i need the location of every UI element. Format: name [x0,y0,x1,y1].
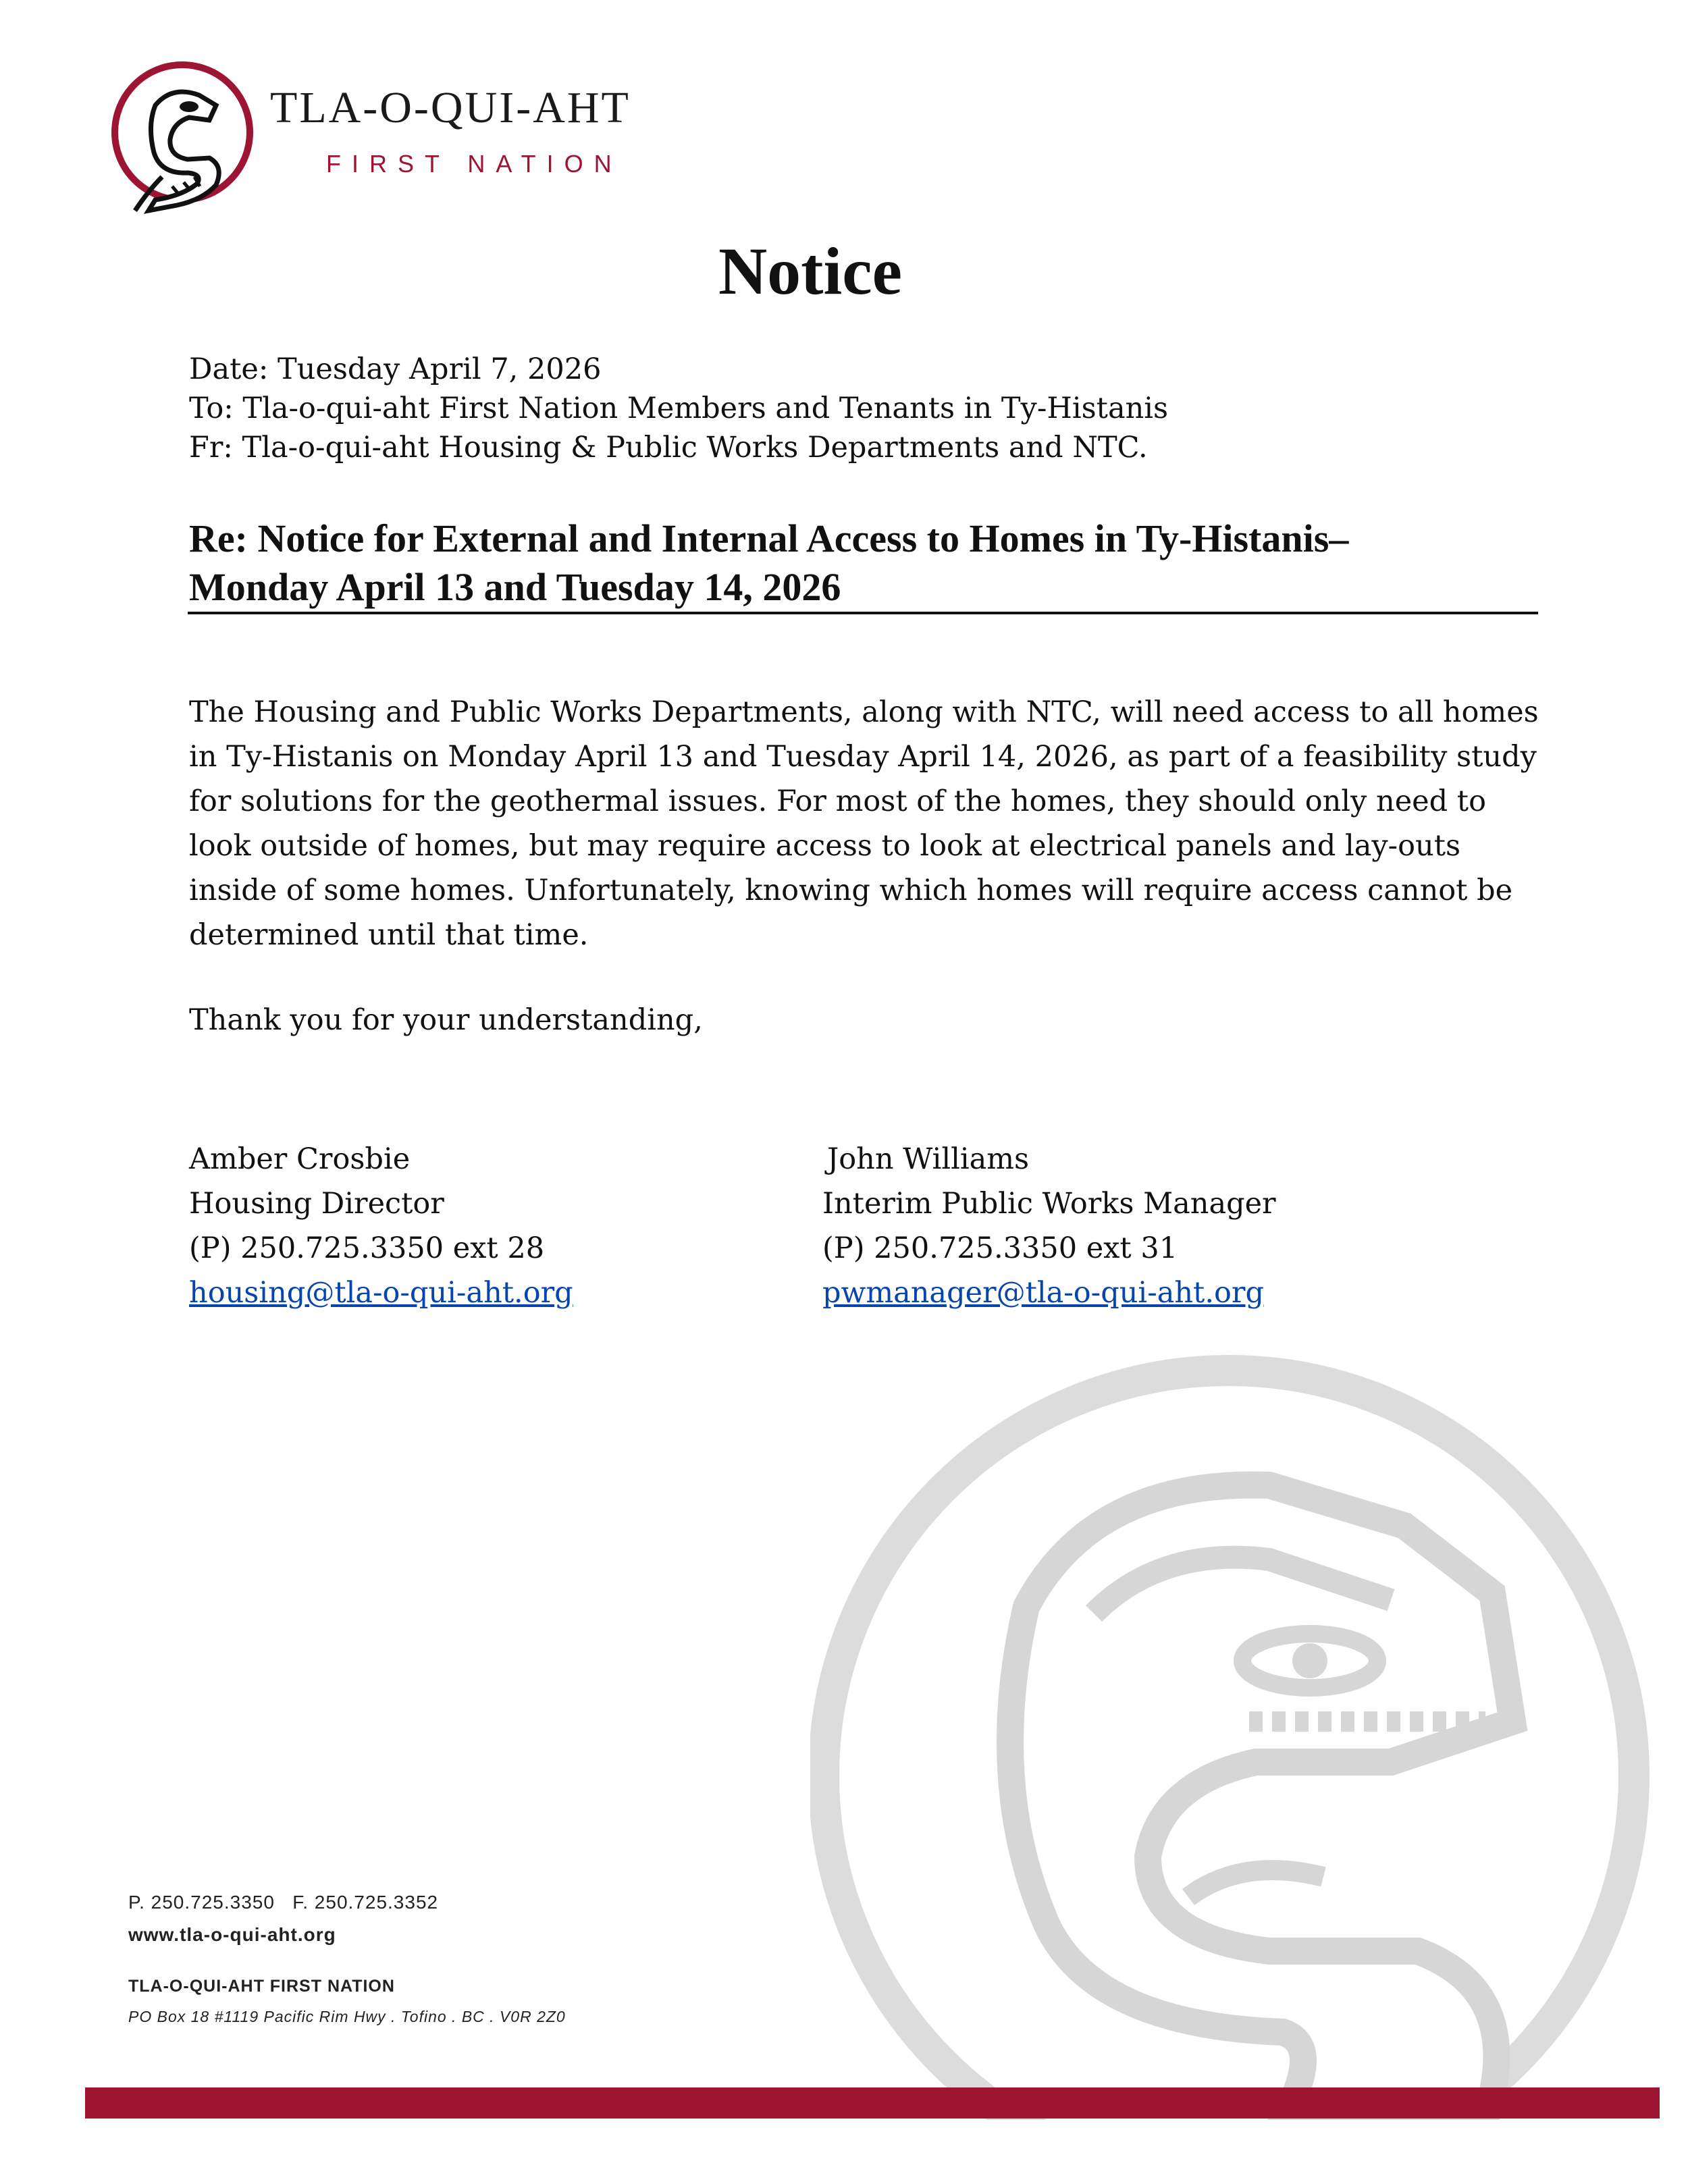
signatory-title: Housing Director [189,1187,444,1221]
to-line: To: Tla-o-qui-aht First Nation Members and Tenants in Ty-Histanis [189,392,1169,425]
signature-block-housing [189,1137,573,1315]
footer-accent-bar [85,2087,1660,2119]
subject-line-2: Monday April 13 and Tuesday 14, 2026 [189,565,841,609]
footer-org-name: TLA-O-QUI-AHT FIRST NATION [128,1977,395,1996]
subject-underline [188,612,1538,614]
body-paragraph: The Housing and Public Works Departments, along with NTC, will need access to all homes in Ty-Histanis on Monday April 13 and Tuesday April 14, 2026, as part of a feasibility study for solutions for the geothermal issues. For most of the homes, they should only need to look outside of homes, but may require access to look at electrical panels and lay-outs inside of some homes. Unfortunately, knowing which homes will require access cannot be determined until that time. [189,695,1539,952]
email-link-public-works[interactable]: pwmanager@tla-o-qui-aht.org [822,1276,1264,1310]
from-line: Fr: Tla-o-qui-aht Housing & Public Works Departments and NTC. [189,431,1148,464]
signatory-title: Interim Public Works Manager [822,1187,1276,1221]
footer-phone-fax: P. 250.725.3350 F. 250.725.3352 [128,1892,439,1913]
subject-line-1: Re: Notice for External and Internal Access to Homes in Ty-Histanis– [189,516,1349,560]
footer-address: PO Box 18 #1119 Pacific Rim Hwy . Tofino . BC . V0R 2Z0 [128,2008,566,2025]
signatory-name: Amber Crosbie [189,1142,411,1176]
signature-block-public-works [822,1137,1276,1315]
signatory-phone: (P) 250.725.3350 ext 31 [822,1231,1178,1265]
footer-website[interactable]: www.tla-o-qui-aht.org [128,1924,336,1945]
page-title: Notice [718,234,903,309]
org-subtitle: FIRST NATION [326,150,623,178]
email-link-housing[interactable]: housing@tla-o-qui-aht.org [189,1276,573,1310]
date-line: Date: Tuesday April 7, 2026 [189,352,602,386]
org-name: TLA-O-QUI-AHT [270,83,631,132]
signatory-phone: (P) 250.725.3350 ext 28 [189,1231,545,1265]
first-nation-logo-icon [108,58,255,215]
watermark-logo-icon [810,1343,1674,2120]
signatory-name: John Williams [827,1142,1030,1176]
closing-line: Thank you for your understanding, [189,1003,703,1037]
